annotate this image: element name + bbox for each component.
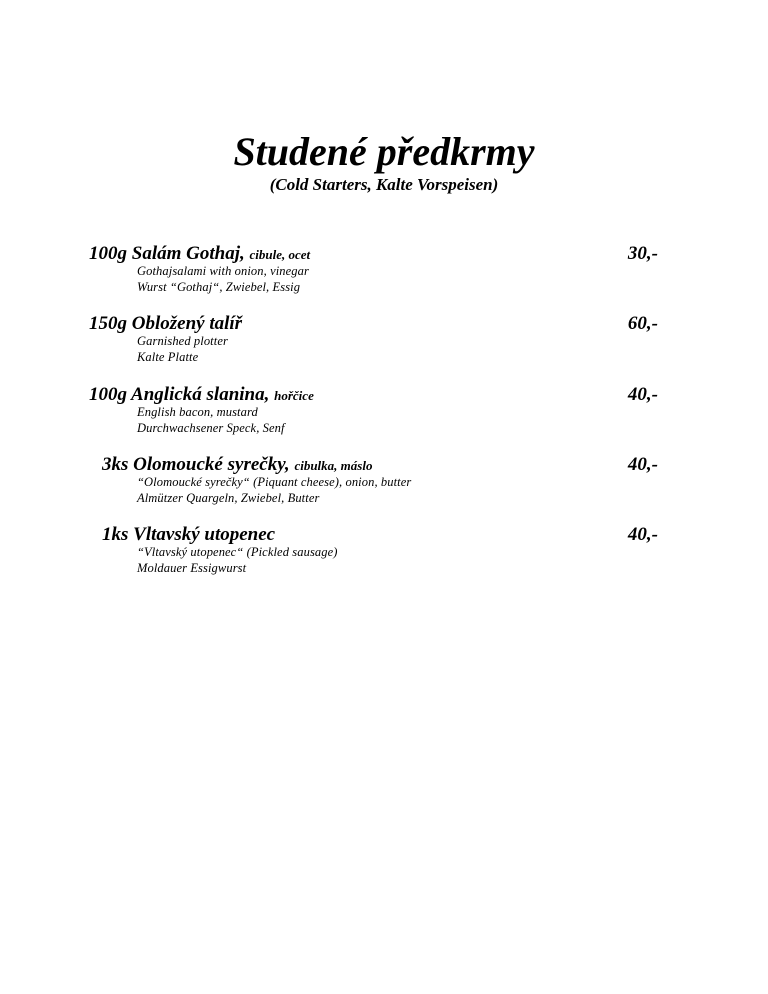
menu-item-price: 40,- <box>627 524 658 545</box>
menu-item-title <box>89 313 242 335</box>
menu-item-desc-de: Durchwachsener Speck, Senf <box>137 421 285 435</box>
menu-item-extra: cibule, ocet <box>249 247 311 262</box>
menu-item-qty: 1ks <box>102 524 129 545</box>
page-title: Studené předkrmy <box>233 129 535 174</box>
page-subtitle: (Cold Starters, Kalte Vorspeisen) <box>269 175 499 194</box>
menu-item-desc-de: Wurst “Gothaj“, Zwiebel, Essig <box>137 280 301 294</box>
menu-item-desc-en: Gothajsalami with onion, vinegar <box>137 264 309 278</box>
menu-item-desc-en: “Vltavský utopenec“ (Pickled sausage) <box>137 545 338 559</box>
menu-item-extra: hořčice <box>274 388 314 403</box>
menu-item-name: Vltavský utopenec <box>133 524 276 545</box>
menu-item-desc-en: Garnished plotter <box>137 334 228 348</box>
menu-item-price: 30,- <box>627 243 658 264</box>
menu-item-desc-de: Kalte Platte <box>137 350 199 364</box>
menu-item-price: 60,- <box>627 313 658 334</box>
menu-item-title <box>102 454 372 477</box>
menu-item-price: 40,- <box>627 454 658 475</box>
menu-item-desc-de: Almützer Quargeln, Zwiebel, Butter <box>137 491 320 505</box>
menu-item-qty: 100g <box>89 243 127 264</box>
menu-item-name: Obložený talíř <box>131 313 243 334</box>
menu-item-extra: cibulka, máslo <box>294 458 373 473</box>
menu-item-desc-en: English bacon, mustard <box>137 405 258 419</box>
menu-item-qty: 150g <box>89 313 127 334</box>
menu-item-price: 40,- <box>627 384 658 405</box>
menu-item-qty: 100g <box>89 384 127 405</box>
menu-item-title <box>89 243 310 266</box>
menu-item-title <box>89 384 314 407</box>
menu-item-qty: 3ks <box>102 454 129 475</box>
menu-item-name: Olomoucké syrečky, <box>133 454 290 475</box>
menu-item-name: Salám Gothaj, <box>131 243 245 264</box>
menu-item-desc-en: “Olomoucké syrečky“ (Piquant cheese), onion, butter <box>137 475 412 489</box>
menu-item-desc-de: Moldauer Essigwurst <box>137 561 247 575</box>
menu-item-title <box>102 524 275 546</box>
menu-item-name: Anglická slanina, <box>131 384 270 405</box>
